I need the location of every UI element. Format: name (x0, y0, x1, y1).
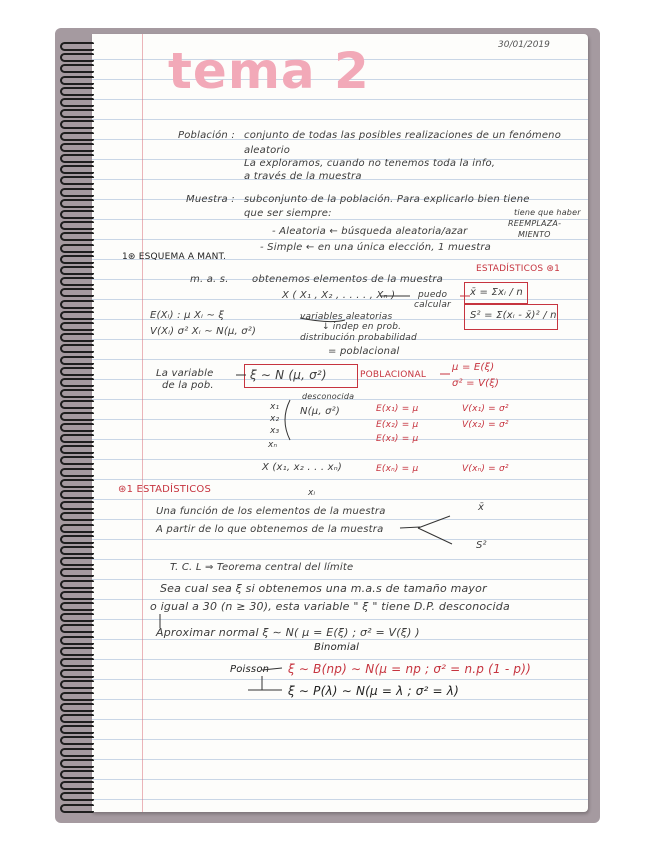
spiral-coil (60, 423, 94, 432)
spiral-coil (60, 647, 94, 656)
v-x2: V(x₂) = σ² (462, 420, 509, 430)
muestra-note-2: REEMPLAZA- (508, 219, 562, 228)
spiral-coil (60, 367, 94, 376)
spiral-coil (60, 568, 94, 577)
sample-vector-2: X (x₁, x₂ . . . xₙ) (262, 462, 343, 473)
sigma-equation: σ² = V(ξ) (452, 378, 500, 389)
v-xn: V(xₙ) = σ² (462, 464, 509, 474)
spiral-coil (60, 804, 94, 813)
spiral-coil (60, 378, 94, 387)
spiral-coil (60, 524, 94, 533)
spiral-coil (60, 501, 94, 510)
spiral-coil (60, 680, 94, 689)
tcl-poisson-line: ξ ∼ P(λ) ∼ N(μ = λ ; σ² = λ) (288, 684, 459, 698)
x3-label: x₃ (270, 426, 280, 436)
spiral-coil (60, 636, 94, 645)
page-date: 30/01/2019 (498, 40, 550, 50)
spiral-coil (60, 669, 94, 678)
estadisticos-tag: ESTADÍSTICOS ⊛1 (476, 264, 561, 274)
spiral-coil (60, 165, 94, 174)
spiral-coil (60, 266, 94, 275)
spiral-coil (60, 188, 94, 197)
e-x1: E(x₁) = μ (376, 404, 419, 414)
binomial-label: Binomial (314, 642, 360, 653)
spiral-coil (60, 176, 94, 185)
spiral-coil (60, 602, 94, 611)
spiral-coil (60, 748, 94, 757)
muestra-label: Muestra : (186, 194, 235, 205)
desconocida-text: desconocida (302, 392, 355, 401)
poblacion-line-1: conjunto de todas las posibles realizaciones de un fenómeno (244, 130, 562, 141)
spiral-coil (60, 591, 94, 600)
spiral-coil (60, 210, 94, 219)
spiral-coil (60, 434, 94, 443)
spiral-coil (60, 300, 94, 309)
x1-label: x₁ (270, 402, 280, 412)
distribucion-text: distribución probabilidad (300, 333, 417, 343)
spiral-coil (60, 546, 94, 555)
xi-small-label: xᵢ (308, 488, 316, 498)
page-title: tema 2 (168, 42, 370, 100)
poisson-label: Poisson (230, 664, 270, 675)
estadisticos-heading: ⊛1 ESTADÍSTICOS (118, 484, 212, 495)
spiral-coil (60, 356, 94, 365)
spiral-coil (60, 770, 94, 779)
spiral-coil (60, 344, 94, 353)
spiral-coil (60, 244, 94, 253)
e-xn: E(xₙ) = μ (376, 464, 419, 474)
indep-text: ↓ indep en prob. (322, 322, 402, 332)
spiral-coil (60, 400, 94, 409)
spiral-coil (60, 255, 94, 264)
xi-distribution: ξ ∼ N (μ, σ²) (250, 368, 327, 382)
spiral-coil (60, 792, 94, 801)
spiral-coil (60, 725, 94, 734)
poblacion-label: Población : (178, 130, 235, 141)
spiral-coil (60, 759, 94, 768)
spiral-coil (60, 692, 94, 701)
spiral-coil (60, 132, 94, 141)
puedo-text: puedo (418, 290, 448, 300)
variance-formula: S² = Σ(xᵢ - x̄)² / n (470, 310, 557, 321)
calcular-text: calcular (414, 300, 451, 310)
spiral-coil (60, 87, 94, 96)
spiral-coil (60, 714, 94, 723)
muestra-line-3: - Aleatoria ← búsqueda aleatoria/azar (272, 226, 468, 237)
poblacional-tag: POBLACIONAL (360, 370, 427, 380)
spiral-coil (60, 412, 94, 421)
spiral-coil (60, 557, 94, 566)
spiral-coil (60, 512, 94, 521)
spiral-coil (60, 64, 94, 73)
spiral-coil (60, 221, 94, 230)
spiral-coil (60, 580, 94, 589)
muestra-line-4: - Simple ← en una única elección, 1 muestra (260, 242, 491, 253)
spiral-coil (60, 53, 94, 62)
spiral-coil (60, 322, 94, 331)
mean-formula: x̄ = Σxᵢ / n (470, 287, 523, 298)
variables-text: variables aleatorias (300, 312, 393, 322)
s2-result: S² (476, 540, 487, 551)
spiral-coil (60, 76, 94, 85)
tcl-line-3: Aproximar normal ξ ∼ N( μ = E(ξ) ; σ² = V(ξ) ) (156, 626, 420, 639)
spiral-coil (60, 277, 94, 286)
poblacional-eq: = poblacional (328, 346, 400, 357)
la-variable-text: La variable (156, 368, 214, 379)
expectation-line: E(Xᵢ) : μ Xᵢ ∼ ξ (150, 310, 225, 321)
n-mu-sigma: N(μ, σ²) (300, 406, 340, 417)
spiral-coil (60, 479, 94, 488)
e-x2: E(x₂) = μ (376, 420, 419, 430)
estadisticos-line-1: Una función de los elementos de la muestra (156, 506, 386, 517)
v-x1: V(x₁) = σ² (462, 404, 509, 414)
spiral-coil (60, 781, 94, 790)
spiral-coil (60, 232, 94, 241)
spiral-coil (60, 109, 94, 118)
xn-label: xₙ (268, 440, 278, 450)
spiral-coil (60, 624, 94, 633)
mu-equation: μ = E(ξ) (452, 362, 495, 373)
tcl-line-1: Sea cual sea ξ si obtenemos una m.a.s de tamaño mayor (160, 582, 487, 595)
muestra-line-1: subconjunto de la población. Para explicarlo bien tiene (244, 194, 530, 205)
tcl-binomial-line: ξ ∼ B(np) ∼ N(μ = np ; σ² = n.p (1 - p)) (288, 662, 531, 676)
x2-label: x₂ (270, 414, 280, 424)
spiral-coil (60, 143, 94, 152)
spiral-coil (60, 98, 94, 107)
spiral-coil (60, 199, 94, 208)
spiral-coil (60, 490, 94, 499)
spiral-coil (60, 703, 94, 712)
spiral-coil (60, 456, 94, 465)
spiral-coil (60, 445, 94, 454)
spiral-coil (60, 288, 94, 297)
poblacion-line-4: a través de la muestra (244, 171, 362, 182)
xbar-result: x̄ (478, 502, 485, 513)
poblacion-line-3: La exploramos, cuando no tenemos toda la info, (244, 158, 496, 169)
spiral-coil (60, 613, 94, 622)
de-la-pob-text: de la pob. (162, 380, 214, 391)
spiral-coil (60, 389, 94, 398)
spiral-coil (60, 120, 94, 129)
obtenemos-text: obtenemos elementos de la muestra (252, 274, 443, 285)
spiral-coil (60, 311, 94, 320)
spiral-coil (60, 154, 94, 163)
e-x3: E(x₃) = μ (376, 434, 419, 444)
tcl-line-2: o igual a 30 (n ≥ 30), esta variable " ξ " tiene D.P. desconocida (150, 600, 510, 613)
esquema-label: 1⊛ ESQUEMA A MANT. (122, 252, 227, 262)
spiral-coil (60, 42, 94, 51)
mas-label: m. a. s. (190, 274, 229, 285)
muestra-note-1: tiene que haber (514, 208, 581, 217)
estadisticos-line-2: A partir de lo que obtenemos de la muestra (156, 524, 384, 535)
spiral-coil (60, 736, 94, 745)
spiral-coil (60, 535, 94, 544)
spiral-binding (60, 30, 100, 820)
spiral-coil (60, 658, 94, 667)
spiral-coil (60, 333, 94, 342)
tcl-title: T. C. L ⇒ Teorema central del límite (170, 562, 354, 573)
spiral-coil (60, 468, 94, 477)
poblacion-line-2: aleatorio (244, 145, 291, 156)
muestra-note-3: MIENTO (518, 230, 551, 239)
muestra-line-2: que ser siempre: (244, 208, 332, 219)
sample-vector: X ( X₁ , X₂ , . . . . , Xₙ ) (282, 290, 396, 301)
variance-line: V(Xᵢ) σ² Xᵢ ∼ N(μ, σ²) (150, 326, 257, 337)
